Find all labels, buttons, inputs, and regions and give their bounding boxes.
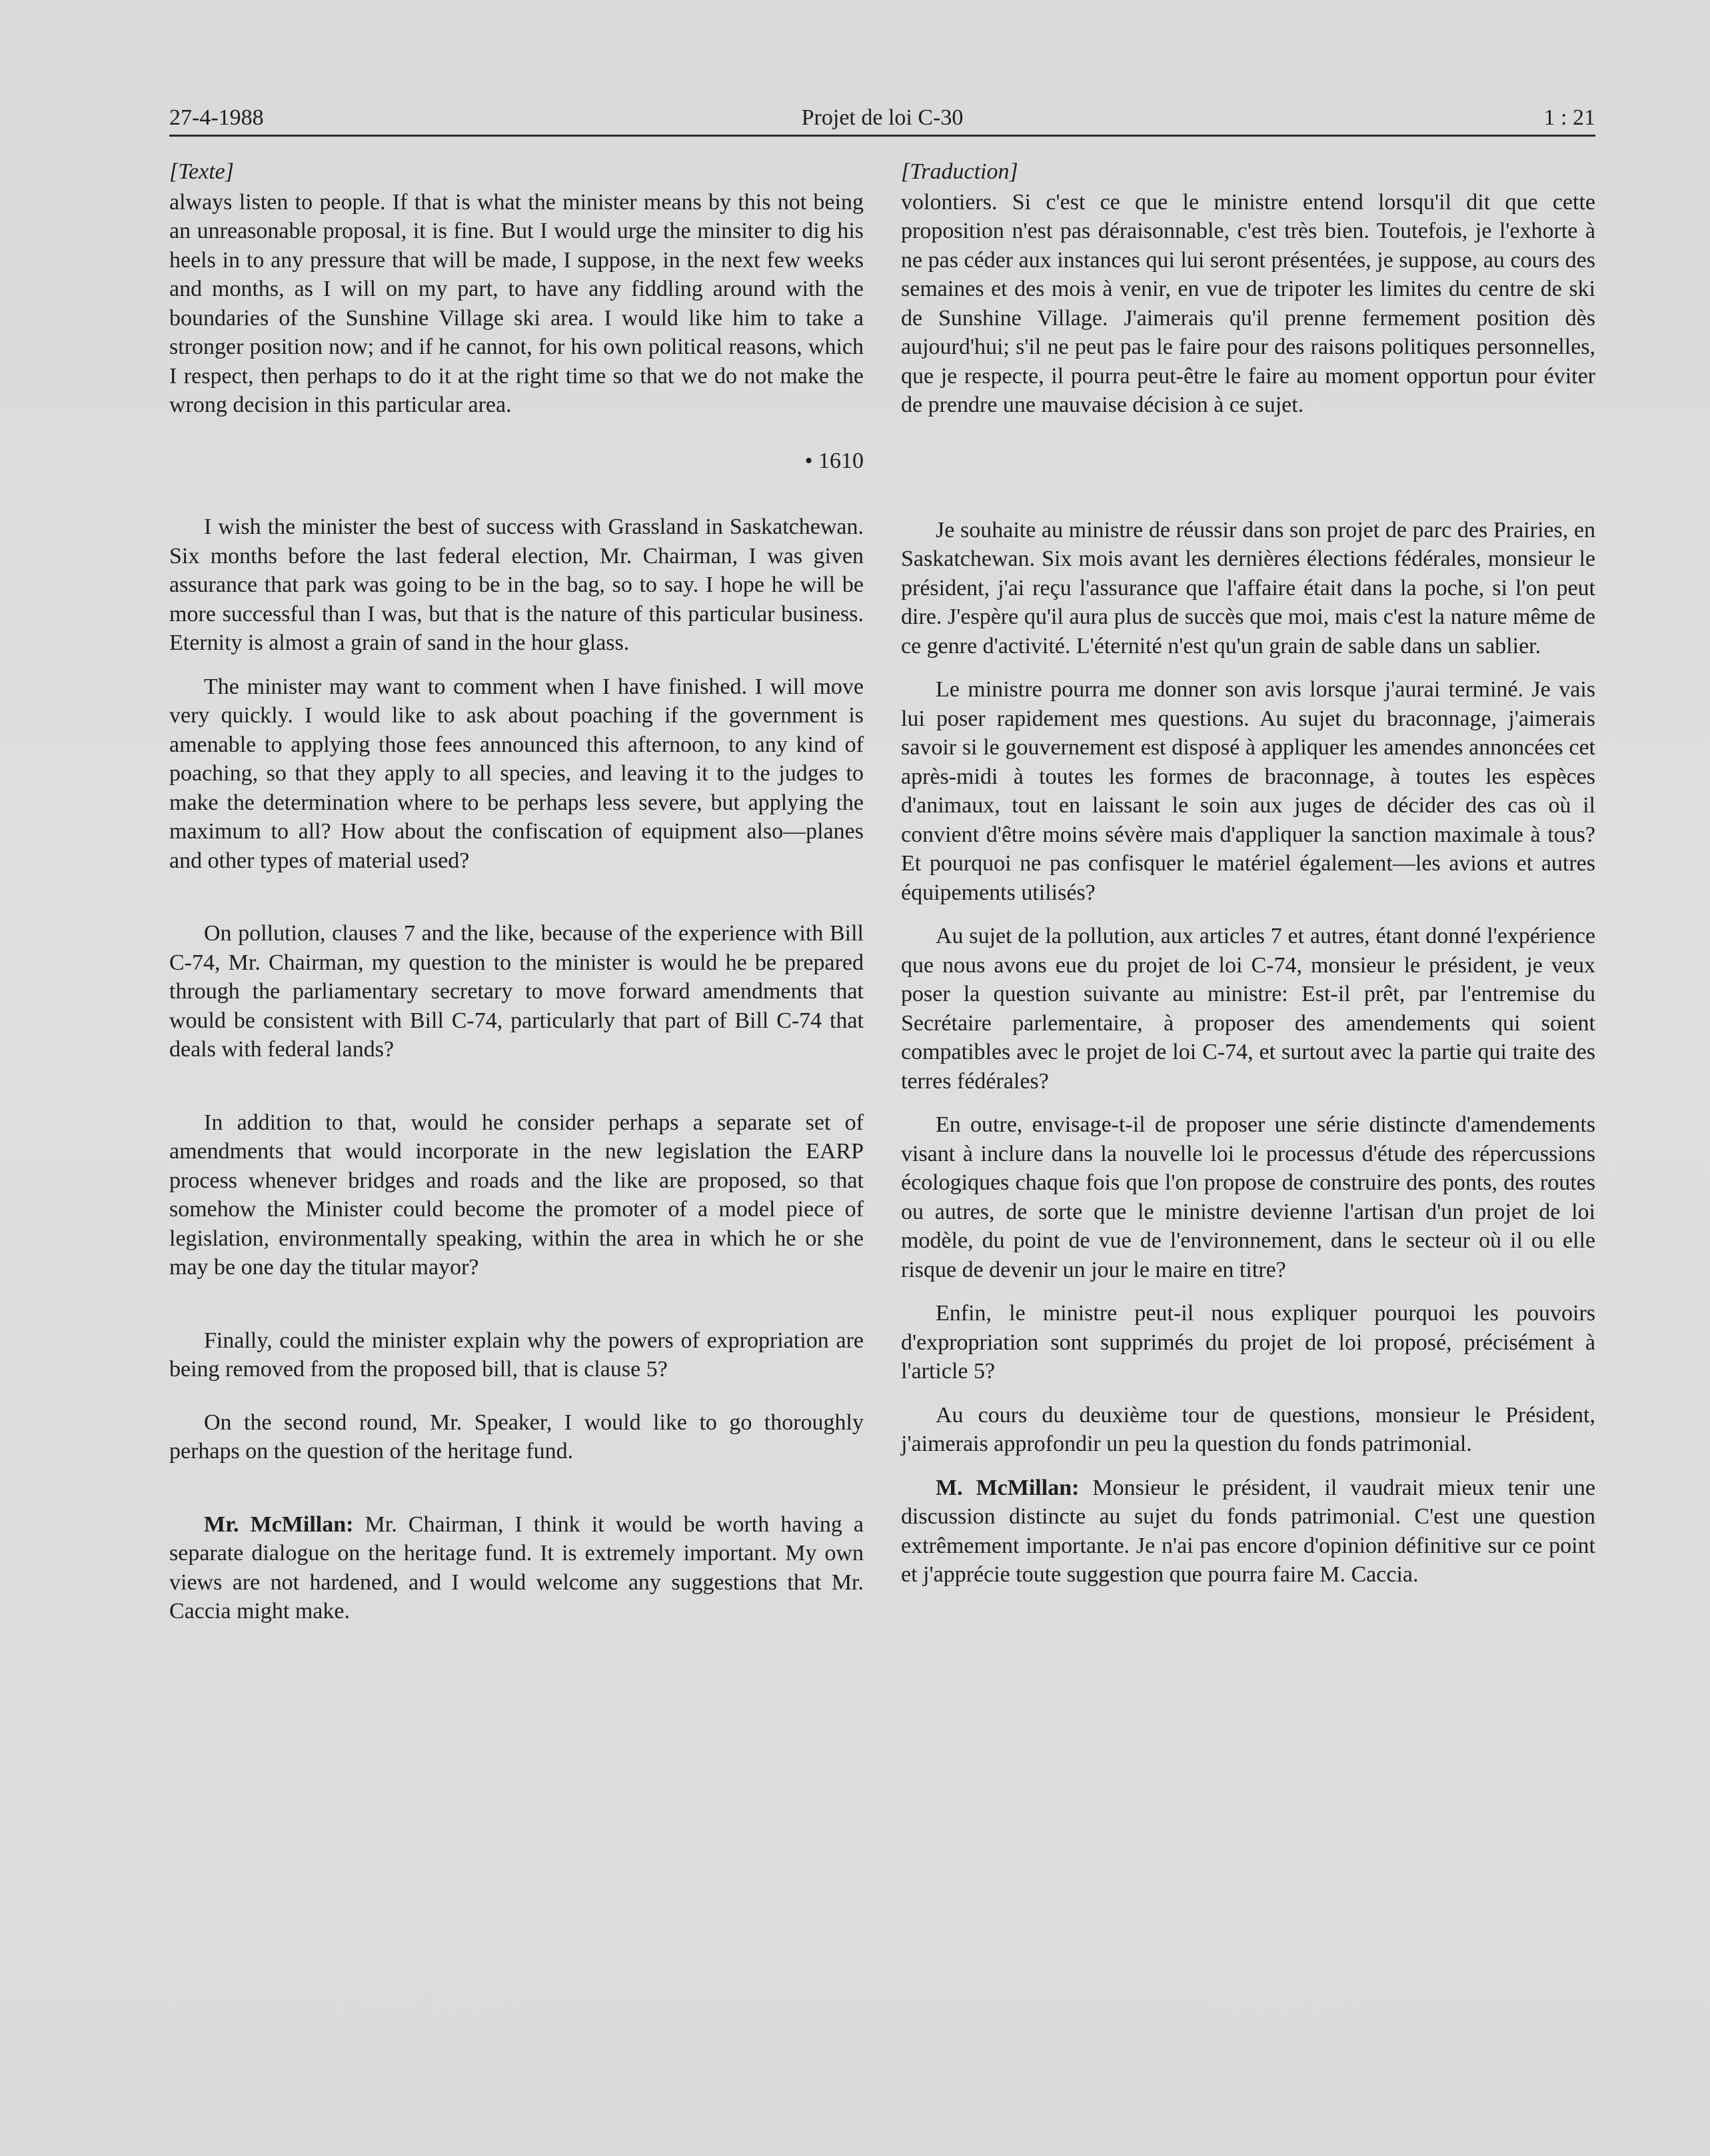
french-language-label: [Traduction] (901, 159, 1018, 184)
english-paragraph-6: Finally, could the minister explain why the powers of expropriation are being removed from the proposed bill, that is clause 5? (169, 1328, 864, 1382)
english-speaker-text: Mr. Chairman, I think it would be worth having a separate dialogue on the heritage fund. It is extremely important. My own views are not hardened, and I would welcome any suggestions that Mr. Caccia might make. (169, 1512, 864, 1623)
french-paragraph-7: Au cours du deuxième tour de questions, monsieur le Président, j'aimerais approfondir un peu la question du fonds patrimonial. (901, 1402, 1595, 1456)
running-header (169, 100, 1595, 137)
english-paragraph-1: always listen to people. If that is what the minister means by this not being an unreasonable proposal, it is fine. But I would urge the minsiter to dig his heels in to any pressure that will be made, I suppose, in the next few weeks and months, as I will on my part, to have any fiddling around with the boundaries of the Sunshine Village ski area. I would like him to take a stronger position now; and if he cannot, for his own political reasons, which I respect, then perhaps to do it at the right time so that we do not make the wrong decision in this particular area. (169, 189, 864, 417)
french-paragraph-5: En outre, envisage-t-il de proposer une série distincte d'amendements visant à inclure dans la nouvelle loi le processus d'étude des répercussions écologiques chaque fois que l'on propose de construire des ponts, des routes ou autres, de sorte que le ministre devienne l'artisan d'un projet de loi modèle, du point de vue de l'environnement, dans le secteur où il ou elle risque de devenir un jour le maire en titre? (901, 1112, 1595, 1282)
english-paragraph-4: On pollution, clauses 7 and the like, because of the experience with Bill C-74, Mr. Chairman, my question to the minister is would he be prepared through the parliamentary secretary to move forward amendments that would be consistent with Bill C-74, particularly that part of Bill C-74 that deals with federal lands? (169, 921, 864, 1062)
english-paragraph-2: I wish the minister the best of success with Grassland in Saskatchewan. Six months before the last federal election, Mr. Chairman, I was given assurance that park was going to be in the bag, so to say. I hope he will be more successful than I was, but that is the nature of this particular business. Eternity is almost a grain of sand in the hour glass. (169, 515, 864, 655)
french-speaker-text: Monsieur le président, il vaudrait mieux tenir une discussion distincte au sujet du fonds patrimonial. C'est une question extrêmement importante. Je n'ai pas encore d'opinion définitive sur ce point et j'apprécie toute suggestion que pourra faire M. Caccia. (901, 1475, 1596, 1587)
french-paragraph-2: Je souhaite au ministre de réussir dans son projet de parc des Prairies, en Saskatchewan. Six mois avant les dernières élections fédérales, monsieur le président, j'ai reçu l'assurance que l'affaire était dans la poche, si l'on peut dire. J'espère qu'il aura plus de succès que moi, mais c'est la nature même de ce genre d'activité. L'éternité n'est qu'un grain de sable dans un sablier. (901, 517, 1595, 658)
english-paragraph-3: The minister may want to comment when I have finished. I will move very quickly. I would like to ask about poaching if the government is amenable to applying those fees announced this afternoon, to any kind of poaching, so that they apply to all species, and leaving it to the judges to make the determination where to be perhaps less severe, but applying the maximum to all? How about the confiscation of equipment also—planes and other types of material used? (169, 674, 864, 873)
french-paragraph-1: volontiers. Si c'est ce que le ministre entend lorsqu'il dit que cette proposition n'est pas déraisonnable, c'est très bien. Toutefois, je l'exhorte à ne pas céder aux instances qui lui seront présentées, je suppose, au cours des semaines et des mois à venir, en vue de tripoter les limites du centre de ski de Sunshine Village. J'aimerais qu'il prenne fermement position dès aujourd'hui; s'il ne peut pas le faire pour des raisons politiques personnelles, que je respecte, il pourra peut-être le faire au moment opportun pour éviter de prendre une mauvaise décision à ce sujet. (901, 189, 1595, 417)
header-date: 27-4-1988 (169, 105, 264, 130)
english-language-label: [Texte] (169, 159, 234, 184)
english-paragraph-5: In addition to that, would he consider perhaps a separate set of amendments that would incorporate in the new legislation the EARP process whenever bridges and roads and the like are proposed, so that somehow the Minister could become the promoter of a model piece of legislation, environmentally speaking, within the area in which he or she may be one day the titular mayor? (169, 1110, 864, 1280)
french-paragraph-8 (901, 1474, 1595, 1590)
french-paragraph-6: Enfin, le ministre peut-il nous expliquer pourquoi les pouvoirs d'expropriation sont supprimés du projet de loi proposé, précisément à l'article 5? (901, 1301, 1595, 1384)
header-title: Projet de loi C-30 (801, 105, 964, 130)
english-paragraph-8 (169, 1510, 864, 1626)
time-marker: • 1610 (804, 448, 864, 473)
french-speaker-name: M. McMillan: (936, 1475, 1080, 1500)
english-paragraph-7: On the second round, Mr. Speaker, I would like to go thoroughly perhaps on the question of the heritage fund. (169, 1410, 864, 1464)
english-speaker-name: Mr. McMillan: (204, 1512, 354, 1537)
header-rule (169, 135, 1595, 137)
french-paragraph-4: Au sujet de la pollution, aux articles 7 et autres, étant donné l'expérience que nous avons eue du projet de loi C-74, monsieur le président, je veux poser la question suivante au ministre: Est-il prêt, par l'entremise du Secrétaire parlementaire, à proposer des amendements qui soient compatibles avec le projet de loi C-74, et surtout avec la partie qui traite des terres fédérales? (901, 924, 1595, 1094)
french-column (901, 157, 1595, 1590)
french-paragraph-3: Le ministre pourra me donner son avis lorsque j'aurai terminé. Je vais lui poser rapidement mes questions. Au sujet du braconnage, j'aimerais savoir si le gouvernement est disposé à appliquer les amendes annoncées cet après-midi à toutes les formes de braconnage, à toutes les espèces d'animaux, tout en laissant le soin aux juges de décider des cas où il convient d'être moins sévère mais d'appliquer la sanction maximale à tous? Et pourquoi ne pas confisquer le matériel également—les avions et autres équipements utilisés? (901, 677, 1595, 905)
header-page-number: 1 : 21 (1543, 105, 1595, 130)
english-column (169, 157, 864, 1626)
